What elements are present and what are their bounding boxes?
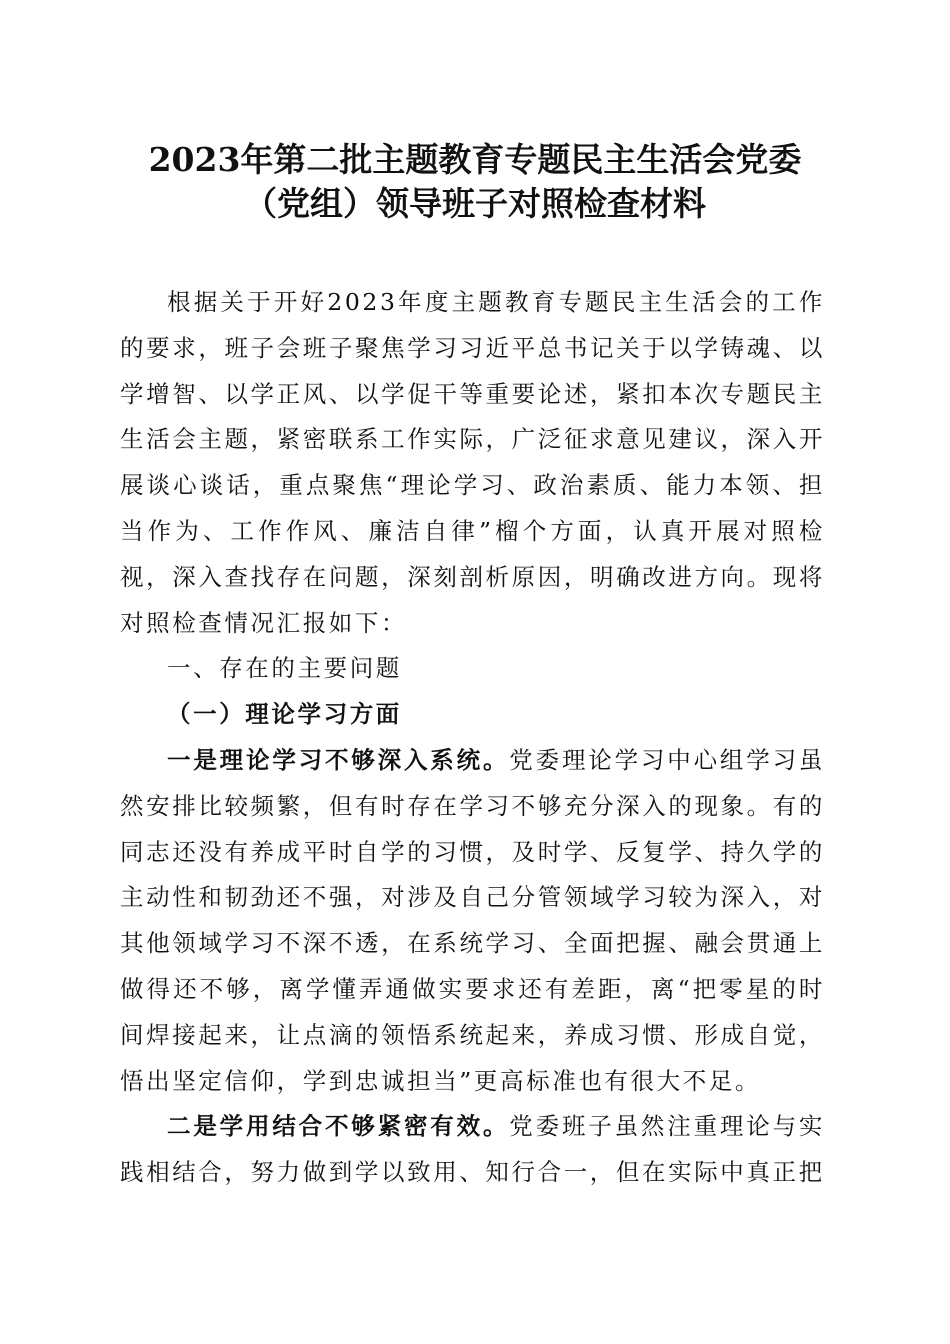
title-line-1: 2023年第二批主题教育专题民主生活会党委: [148, 140, 802, 179]
point-1-lead: 一是理论学习不够深入系统。: [167, 745, 510, 774]
point-2-lead: 二是学用结合不够紧密有效。: [167, 1112, 510, 1141]
point-1-paragraph: [120, 738, 825, 1104]
document-body: [120, 280, 825, 1196]
intro-paragraph: 根据关于开好2023年度主题教育专题民主生活会的工作的要求，班子会班子聚焦学习习近平总书记关于以学铸魂、以学增智、以学正风、以学促干等重要论述，紧扣本次专题民主生活会主题，紧密联系工作实际，广泛征求意见建议，深入开展谈心谈话，重点聚焦“理论学习、政治素质、能力本领、担当作为、工作作风、廉洁自律”榴个方面，认真开展对照检视，深入查找存在问题，深刻剖析原因，明确改进方向。现将对照检查情况汇报如下：: [120, 288, 825, 637]
point-2-text: 党委班子虽然注重理论与实践相结合，努力做到学以致用、知行合一，但在实际中真正把: [120, 1112, 825, 1187]
document-title: [100, 138, 850, 226]
point-2-paragraph: [120, 1104, 825, 1196]
point-1-text: 党委理论学习中心组学习虽然安排比较频繁，但有时存在学习不够充分深入的现象。有的同志还没有养成平时自学的习惯，及时学、反复学、持久学的主动性和韧劲还不强，对涉及自己分管领域学习较为深入，对其他领域学习不深不透，在系统学习、全面把握、融会贯通上做得还不够，离学懂弄通做实要求还有差距，离“把零星的时间焊接起来，让点滴的领悟系统起来，养成习惯、形成自觉，悟出坚定信仰，学到忠诚担当”更高标准也有很大不足。: [120, 745, 825, 1095]
section-heading-1: 一、存在的主要问题: [167, 654, 402, 683]
subsection-heading-1: （一）理论学习方面: [167, 700, 402, 729]
title-line-2: （党组）领导班子对照检查材料: [244, 184, 706, 223]
